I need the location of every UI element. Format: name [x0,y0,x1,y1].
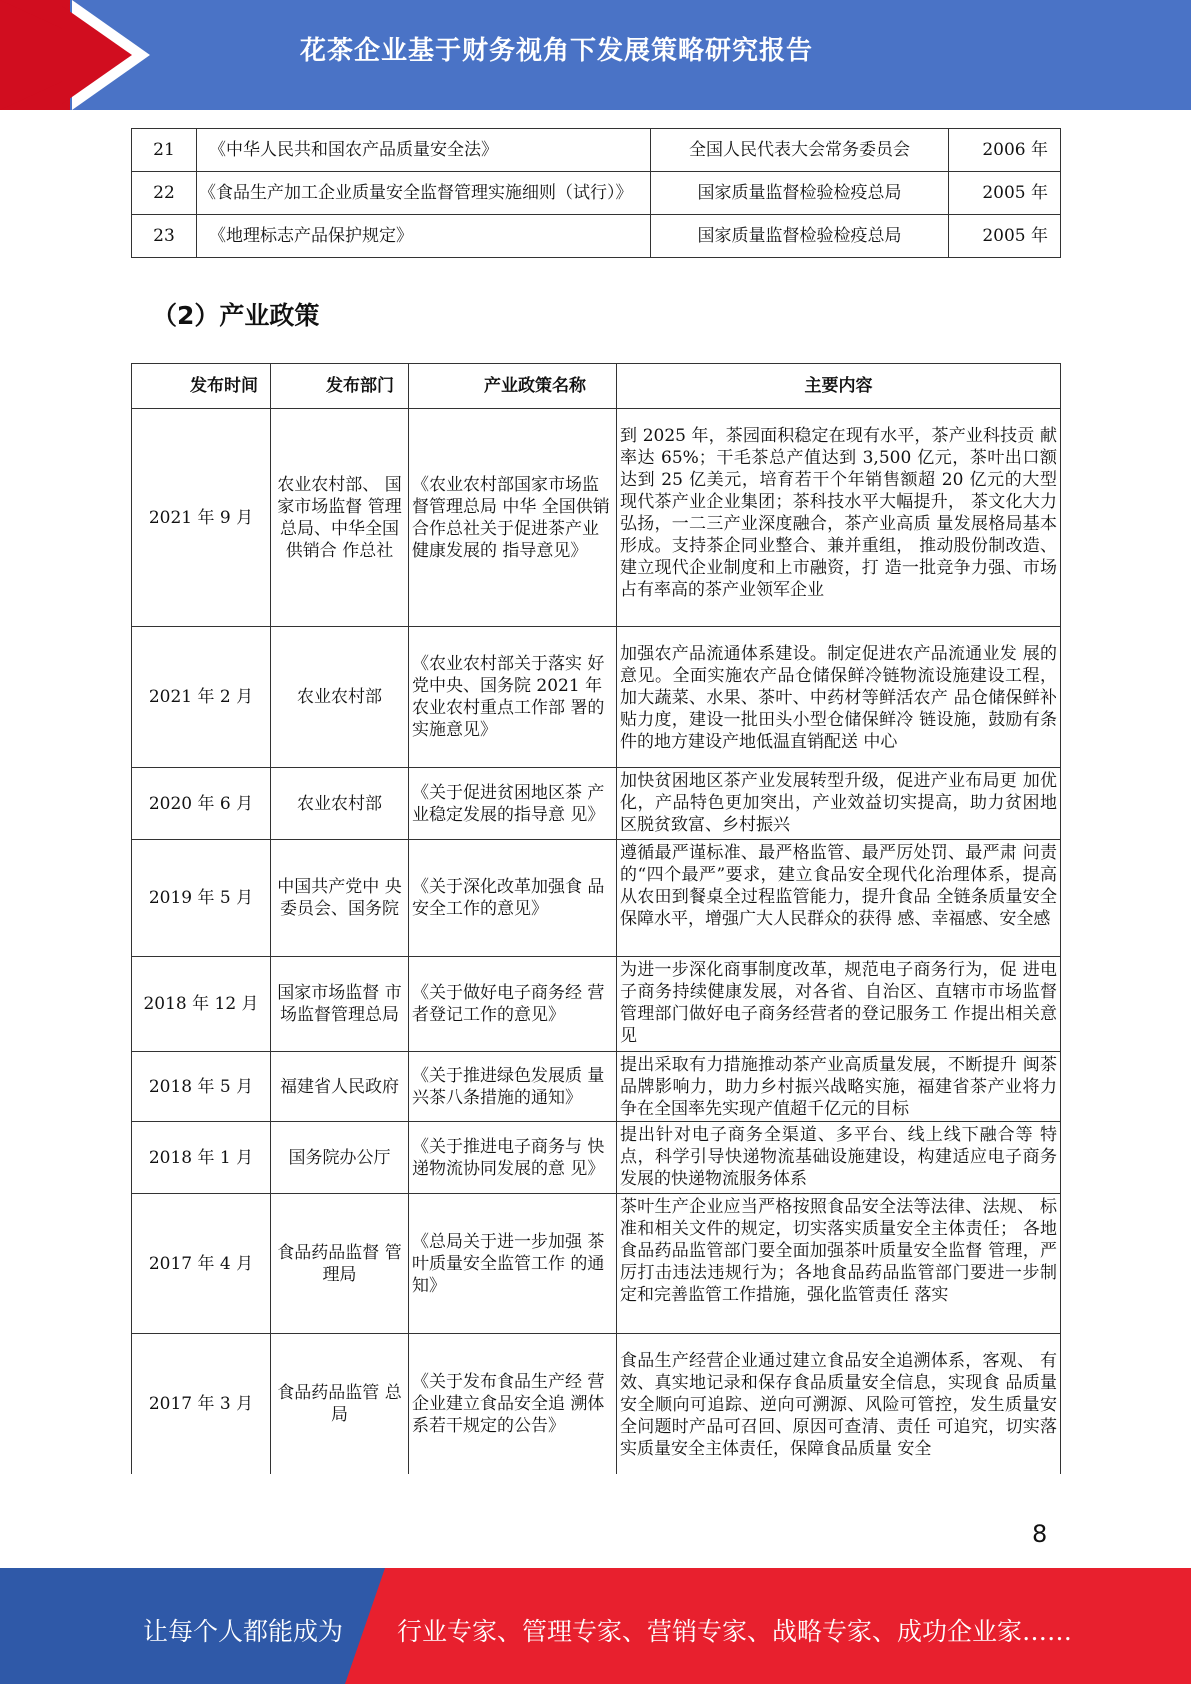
policy-name: 《关于深化改革加强食 品安全工作的意见》 [409,840,617,957]
policy-dept: 食品药品监管 总局 [271,1334,409,1474]
policy-content: 为进一步深化商事制度改革，规范电子商务行为，促 进电子商务持续健康发展，对各省、自治区、直辖市市场监督管理部门做好电子商务经营者的登记服务工 作提出相关意见 [617,957,1061,1052]
policy-content: 茶叶生产企业应当严格按照食品安全法等法律、法规、 标准和相关文件的规定，切实落实质量安全主体责任； 各地食品药品监管部门要全面加强茶叶质量安全监督 管理，严厉打击违法违规行为；各地食品药品监管部门要进一步制定和完善监管工作措施，强化监管责任 落实 [617,1194,1061,1334]
policy-dept: 国家市场监督 市场监督管理总局 [271,957,409,1052]
policy-dept: 福建省人民政府 [271,1052,409,1122]
policy-time: 2020 年 6 月 [132,768,271,840]
header-content: 主要内容 [617,364,1061,409]
law-table [131,128,1061,258]
page-footer [0,1568,1191,1684]
policy-name: 《关于推进电子商务与 快递物流协同发展的意 见》 [409,1122,617,1194]
law-name: 《食品生产加工企业质量安全监督管理实施细则（试行）》 [197,172,651,215]
table-row [132,627,1061,768]
law-num: 22 [132,172,197,215]
policy-name: 《农业农村部国家市场监督管理总局 中华 全国供销合作总社关于促进茶产业健康发展的 指导意见》 [409,409,617,627]
policy-content: 提出针对电子商务全渠道、多平台、线上线下融合等 特点，科学引导快递物流基础设施建设，构建适应电子商务发展的快递物流服务体系 [617,1122,1061,1194]
policy-time: 2017 年 3 月 [132,1334,271,1474]
policy-dept: 农业农村部 [271,768,409,840]
policy-content: 食品生产经营企业通过建立食品安全追溯体系，客观、 有效、真实地记录和保存食品质量安全信息，实现食 品质量安全顺向可追踪、逆向可溯源、风险可管控，发生质量安全问题时产品可召回、原因可查清、责任 可追究，切实落实质量安全主体责任，保障食品质量 安全 [617,1334,1061,1474]
policy-content: 遵循最严谨标准、最严格监管、最严厉处罚、最严肃 问责的“四个最严”要求，建立食品安全现代化治理体系，提高从农田到餐桌全过程监管能力，提升食品 全链条质量安全保障水平，增强广大人民群众的获得 感、幸福感、安全感 [617,840,1061,957]
header-time: 发布时间 [132,364,271,409]
table-row [132,172,1061,215]
policy-time: 2018 年 1 月 [132,1122,271,1194]
policy-content: 到 2025 年，茶园面积稳定在现有水平，茶产业科技贡 献率达 65%；干毛茶总产值达到 3,500 亿元，茶叶出口额达到 25 亿美元，培育若干个年销售额超 20 亿元的大型现代茶产业企业集团；茶科技水平大幅提升， 茶文化大力弘扬，一二三产业深度融合，茶产业高质 量发展格局基本形成。支持茶企同业整合、兼并重组， 推动股份制改造、建立现代企业制度和上市融资，打 造一批竞争力强、市场占有率高的茶产业领军企业 [617,409,1061,627]
policy-name: 《关于推进绿色发展质 量兴茶八条措施的通知》 [409,1052,617,1122]
policy-time: 2018 年 12 月 [132,957,271,1052]
law-dept: 国家质量监督检验检疫总局 [651,215,949,258]
policy-dept: 中国共产党中 央委员会、国务院 [271,840,409,957]
section-heading: （2）产业政策 [152,301,320,330]
header-dept: 发布部门 [271,364,409,409]
law-dept: 国家质量监督检验检疫总局 [651,172,949,215]
law-year: 2006 年 [949,129,1061,172]
policy-name: 《关于做好电子商务经 营者登记工作的意见》 [409,957,617,1052]
table-row [132,1122,1061,1194]
policy-content: 提出采取有力措施推动茶产业高质量发展，不断提升 闽茶品牌影响力，助力乡村振兴战略实施，福建省茶产业将力争在全国率先实现产值超千亿元的目标 [617,1052,1061,1122]
policy-dept: 国务院办公厅 [271,1122,409,1194]
header-chevron-inner [62,6,132,104]
policy-name: 《关于发布食品生产经 营企业建立食品安全追 溯体系若干规定的公告》 [409,1334,617,1474]
law-year: 2005 年 [949,172,1061,215]
table-row [132,1194,1061,1334]
law-num: 23 [132,215,197,258]
law-num: 21 [132,129,197,172]
table-row [132,129,1061,172]
policy-time: 2018 年 5 月 [132,1052,271,1122]
law-dept: 全国人民代表大会常务委员会 [651,129,949,172]
policy-table [131,363,1061,1474]
table-row [132,215,1061,258]
policy-dept: 农业农村部 [271,627,409,768]
header-name: 产业政策名称 [409,364,617,409]
table-header-row [132,364,1061,409]
policy-name: 《关于促进贫困地区茶 产业稳定发展的指导意 见》 [409,768,617,840]
policy-dept: 食品药品监督 管理局 [271,1194,409,1334]
policy-dept: 农业农村部、 国家市场监督 管理总局、中华全国供销合 作总社 [271,409,409,627]
policy-content: 加强农产品流通体系建设。制定促进农产品流通业发 展的意见。全面实施农产品仓储保鲜冷链物流设施建设工程，加大蔬菜、水果、茶叶、中药材等鲜活农产 品仓储保鲜补贴力度，建设一批田头小型仓储保鲜冷 链设施，鼓励有条件的地方建设产地低温直销配送 中心 [617,627,1061,768]
table-row [132,1334,1061,1474]
table-row [132,840,1061,957]
policy-name: 《农业农村部关于落实 好党中央、国务院 2021 年农业农村重点工作部 署的实施意见》 [409,627,617,768]
policy-time: 2021 年 9 月 [132,409,271,627]
report-title: 花茶企业基于财务视角下发展策略研究报告 [300,36,814,66]
table-row [132,1052,1061,1122]
table-row [132,957,1061,1052]
page-header [0,0,1191,110]
law-name: 《地理标志产品保护规定》 [197,215,651,258]
policy-time: 2017 年 4 月 [132,1194,271,1334]
footer-slogan-right: 行业专家、管理专家、营销专家、战略专家、成功企业家…… [397,1617,1073,1646]
footer-slogan-left: 让每个人都能成为 [143,1617,344,1646]
law-name: 《中华人民共和国农产品质量安全法》 [197,129,651,172]
law-year: 2005 年 [949,215,1061,258]
table-row [132,409,1061,627]
policy-name: 《总局关于进一步加强 茶叶质量安全监管工作 的通知》 [409,1194,617,1334]
policy-time: 2019 年 5 月 [132,840,271,957]
table-row [132,768,1061,840]
policy-time: 2021 年 2 月 [132,627,271,768]
page-number: 8 [1032,1520,1048,1548]
policy-content: 加快贫困地区茶产业发展转型升级，促进产业布局更 加优化，产品特色更加突出，产业效益切实提高，助力贫困地区脱贫致富、乡村振兴 [617,768,1061,840]
